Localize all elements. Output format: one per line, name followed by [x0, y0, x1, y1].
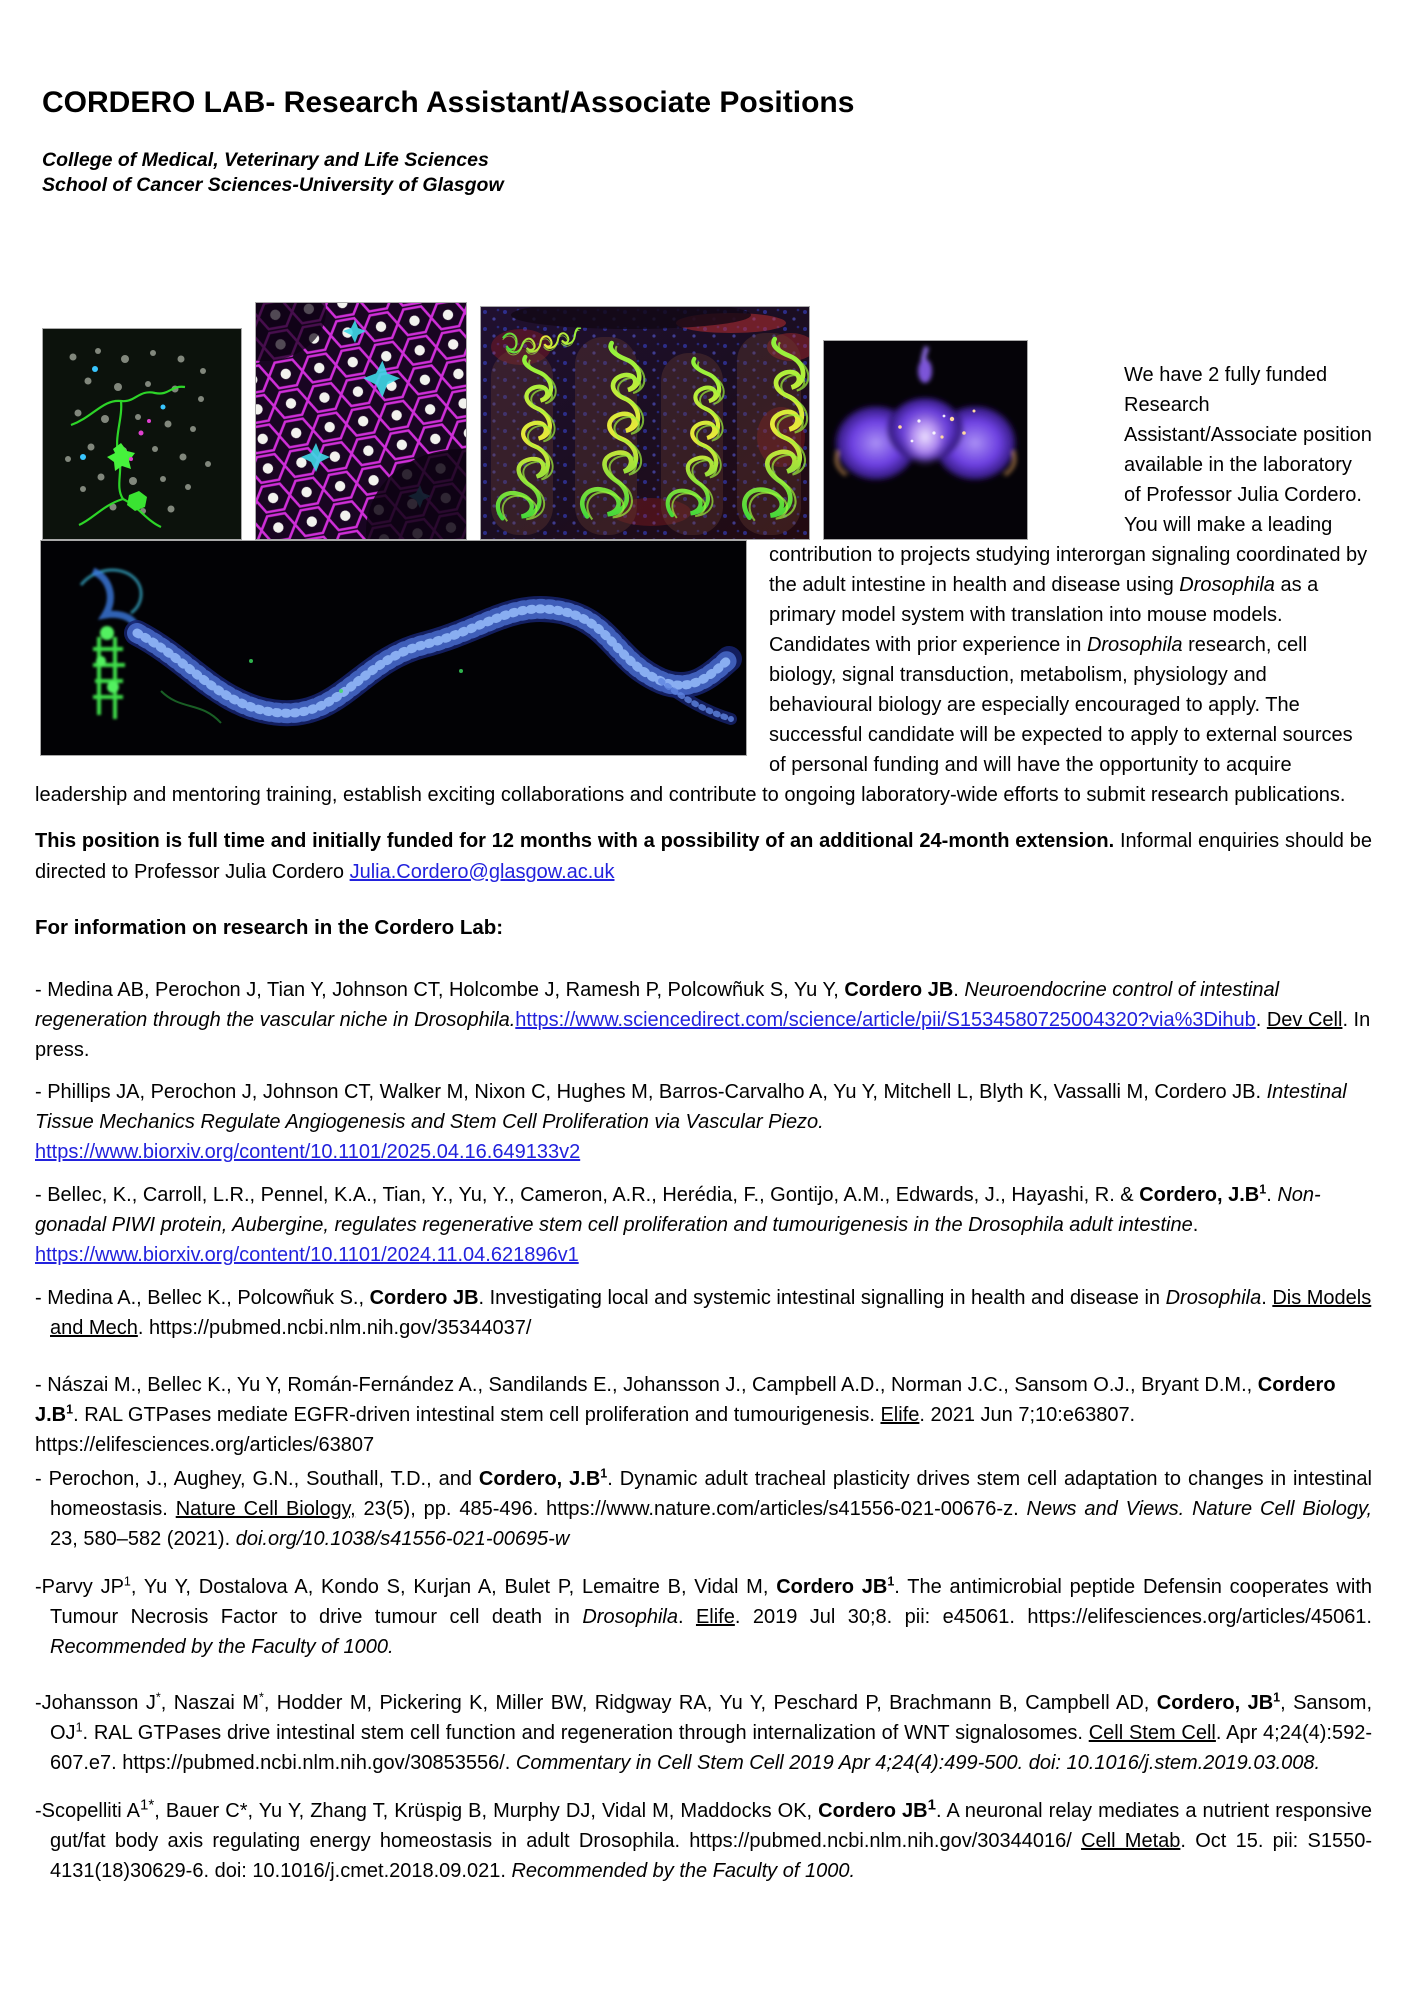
drosophila-brain-micrograph [823, 340, 1028, 540]
text-segment: 23, 580–582 (2021). [50, 1528, 236, 1550]
text-segment: . Oct 15. pii: S1550-4131(18)30629-6. doi: 10.1016/j.cmet.2018.09.021. [50, 1830, 1372, 1882]
text-segment: , Yu Y, Dostalova A, Kondo S, Kurjan A, Bulet P, Lemaitre B, Vidal M, [130, 1576, 777, 1598]
text-segment: - Nászai M., Bellec K., Yu Y, Román-Fernández A., Sandilands E., Johansson J., Campbell A.D., Norman J.C., Sansom O.J., Bryant D.M., [35, 1374, 1258, 1396]
text-segment: 1 [887, 1574, 895, 1589]
text-segment: 1 [600, 1466, 608, 1481]
hyperlink[interactable]: Julia.Cordero@glasgow.ac.uk [349, 861, 615, 883]
text-segment: 23(5), pp. 485-496. https://www.nature.com/articles/s41556-021-00676-z. [355, 1498, 1027, 1520]
reference-list [35, 975, 1372, 1886]
drosophila-gut-cns-micrograph [40, 540, 747, 756]
text-segment: Drosophila [1165, 1287, 1262, 1309]
section-heading: For information on research in the Cordero Lab: [35, 916, 504, 939]
text-segment: Recommended by the Faculty of 1000. [50, 1636, 394, 1658]
reference-item [35, 1180, 1372, 1270]
text-segment: Cordero, J.B [478, 1468, 601, 1490]
text-segment: Cordero JB [818, 1800, 928, 1822]
text-segment: doi.org/10.1038/s41556-021-00695-w [235, 1528, 570, 1550]
text-segment: 1 [1259, 1182, 1267, 1197]
text-segment: Commentary in Cell Stem Cell 2019 Apr 4;24(4):499-500. doi: 10.1016/j.stem.2019.03.008. [515, 1752, 1321, 1774]
gfp-neurons-micrograph [42, 328, 242, 540]
text-segment: - Medina AB, Perochon J, Tian Y, Johnson CT, Holcombe J, Ramesh P, Polcowñuk S, Yu Y, [35, 979, 845, 1001]
reference-item [35, 1370, 1372, 1460]
text-segment: as a primary model system with translation into mouse models. Candidates with prior experience in [769, 574, 1319, 656]
text-segment: . RAL GTPases drive intestinal stem cell function and regeneration through internalization of WNT signalosomes. [82, 1722, 1089, 1744]
text-segment: . [1261, 1287, 1273, 1309]
text-segment: . [953, 979, 965, 1001]
text-segment: Cordero, JB [1156, 1692, 1274, 1714]
text-segment: * [258, 1690, 264, 1705]
text-segment: Cordero J.B [35, 1374, 1336, 1426]
text-segment: Drosophila [1179, 574, 1275, 596]
text-segment: -Johansson J [35, 1692, 156, 1714]
text-segment: * [155, 1690, 161, 1705]
reference-item [35, 1688, 1372, 1778]
text-segment: 1 [927, 1796, 936, 1814]
text-segment: Intestinal Tissue Mechanics Regulate Angiogenesis and Stem Cell Proliferation via Vascular Piezo. [35, 1081, 1347, 1133]
text-segment: 1* [140, 1796, 155, 1814]
text-segment: This position is full time and initially funded for 12 months with a possibility of an additional 24-month extension. [35, 830, 1115, 852]
text-segment: Dev Cell [1266, 1009, 1343, 1031]
text-segment: Recommended by the Faculty of 1000. [511, 1860, 855, 1882]
text-segment: . Dynamic adult tracheal plasticity drives stem cell adaptation to changes in intestinal homeostasis. [50, 1468, 1372, 1520]
hyperlink[interactable]: https://www.sciencedirect.com/science/article/pii/S1534580725004320?via%3Dihub [515, 1009, 1256, 1031]
hyperlink[interactable]: https://www.biorxiv.org/content/10.1101/2025.04.16.649133v2 [35, 1141, 581, 1163]
text-segment: Cell Metab [1081, 1830, 1181, 1852]
text-segment: - Bellec, K., Carroll, L.R., Pennel, K.A., Tian, Y., Yu, Y., Cameron, A.R., Herédia, F., Gontijo, A.M., Edwards, J., Hayashi, R. & [35, 1184, 1140, 1206]
text-segment: 1 [1273, 1690, 1281, 1705]
text-segment: , Bauer C*, Yu Y, Zhang T, Krüspig B, Murphy DJ, Vidal M, Maddocks OK, [154, 1800, 819, 1822]
text-segment: Informal enquiries should be directed to Professor Julia Cordero [35, 830, 1372, 883]
text-segment: Drosophila [582, 1606, 678, 1628]
text-segment: Dis Models and Mech [50, 1287, 1372, 1339]
micrograph-strip [42, 300, 1028, 540]
hyperlink[interactable]: https://www.biorxiv.org/content/10.1101/2024.11.04.621896v1 [35, 1244, 579, 1266]
text-segment: News and Views. Nature Cell Biology, [1026, 1498, 1373, 1520]
reference-item [35, 1283, 1372, 1343]
text-segment: . Investigating local and systemic intestinal signalling in health and disease in [478, 1287, 1166, 1309]
text-segment: Nature Cell Biology, [175, 1498, 356, 1520]
text-segment: Cordero JB [369, 1287, 479, 1309]
drosophila-gut-image [41, 541, 746, 755]
text-segment: . In press. [35, 1009, 1371, 1061]
text-segment: 1 [123, 1574, 131, 1589]
subtitle-line1: College of Medical, Veterinary and Life Sciences [42, 149, 489, 171]
text-segment: Non-gonadal PIWI protein, Aubergine, regulates regenerative stem cell proliferation and tumourigenesis in the Drosophila adult intestine [35, 1184, 1321, 1236]
text-segment: . The antimicrobial peptide Defensin cooperates with Tumour Necrosis Factor to drive tumour cell death in [50, 1576, 1372, 1628]
text-segment: -Scopelliti A [35, 1800, 141, 1822]
magenta-epithelium-image [256, 303, 466, 539]
gfp-neurons-image [43, 329, 241, 539]
reference-item [35, 1572, 1372, 1662]
text-segment: . 2021 Jun 7;10:e63807. https://elifesciences.org/articles/63807 [35, 1404, 1136, 1456]
text-segment: - Medina A., Bellec K., Polcowñuk S., [35, 1287, 370, 1309]
text-segment: research, cell biology, signal transduction, metabolism, physiology and behavioural biology are especially encouraged to apply. The successful candidate will be expected to apply to external sources of personal funding and will have the opportunity to acquire leadership and mentoring training, establish exciting collaborations and contribute to ongoing laboratory-wide efforts to submit research publications. [35, 634, 1353, 806]
reference-item [35, 1464, 1372, 1554]
subtitle-line2: School of Cancer Sciences-University of Glasgow [42, 174, 504, 196]
text-segment: . Apr 4;24(4):592-607.e7. https://pubmed.ncbi.nlm.nih.gov/30853556/. [50, 1722, 1372, 1774]
text-segment: Cell Stem Cell [1088, 1722, 1216, 1744]
text-segment: . [1266, 1184, 1278, 1206]
text-segment: , Naszai M [160, 1692, 259, 1714]
text-segment: Neuroendocrine control of intestinal regeneration through the vascular niche in Drosophila. [35, 979, 1280, 1031]
intestinal-villi-image [481, 307, 809, 539]
text-segment: Cordero, J.B [1139, 1184, 1260, 1206]
intestinal-villi-micrograph [480, 306, 810, 540]
reference-item [35, 1796, 1372, 1886]
page-title: CORDERO LAB- Research Assistant/Associate Positions [42, 86, 855, 119]
reference-item [35, 975, 1372, 1065]
text-segment: - Phillips JA, Perochon J, Johnson CT, Walker M, Nixon C, Hughes M, Barros-Carvalho A, Yu Y, Mitchell L, Blyth K, Vassalli M, Cordero JB. [35, 1081, 1267, 1103]
text-segment: 1 [66, 1402, 74, 1417]
text-segment: . A neuronal relay mediates a nutrient responsive gut/fat body axis regulating energy homeostasis in adult Drosophila. https://pubmed.ncbi.nlm.nih.gov/30344016/ [50, 1800, 1373, 1852]
text-segment: We have 2 fully funded Research Assistant/Associate position available in the laboratory of Professor Julia Cordero. You will make a leading contribution to projects studying interorgan signaling coordinated by the adult intestine in health and disease using [769, 364, 1372, 596]
text-segment: . [1192, 1214, 1199, 1236]
text-segment: Elife [695, 1606, 735, 1628]
text-segment: -Parvy JP [35, 1576, 124, 1598]
text-segment: Drosophila [1086, 634, 1183, 656]
text-segment: . RAL GTPases mediate EGFR-driven intestinal stem cell proliferation and tumourigenesis. [73, 1404, 881, 1426]
text-segment: . https://pubmed.ncbi.nlm.nih.gov/35344037/ [137, 1317, 532, 1339]
reference-item [35, 1077, 1372, 1167]
text-segment: - Perochon, J., Aughey, G.N., Southall, T.D., and [35, 1468, 479, 1490]
text-segment: . 2019 Jul 30;8. pii: e45061. https://elifesciences.org/articles/45061. [734, 1606, 1372, 1628]
funding-paragraph [35, 826, 1372, 888]
text-segment: Elife [880, 1404, 920, 1426]
drosophila-brain-image [824, 341, 1027, 539]
text-segment: Cordero JB [844, 979, 954, 1001]
text-segment: . [677, 1606, 696, 1628]
text-segment: 1 [75, 1720, 83, 1735]
text-segment: Cordero JB [776, 1576, 888, 1598]
intro-section [35, 300, 1372, 810]
text-segment: . [1255, 1009, 1267, 1031]
magenta-epithelium-micrograph [255, 302, 467, 540]
text-segment: , Sansom, OJ [50, 1692, 1373, 1744]
text-segment: , Hodder M, Pickering K, Miller BW, Ridgway RA, Yu Y, Peschard P, Brachmann B, Campbell AD, [263, 1692, 1157, 1714]
subtitle [42, 148, 1372, 198]
